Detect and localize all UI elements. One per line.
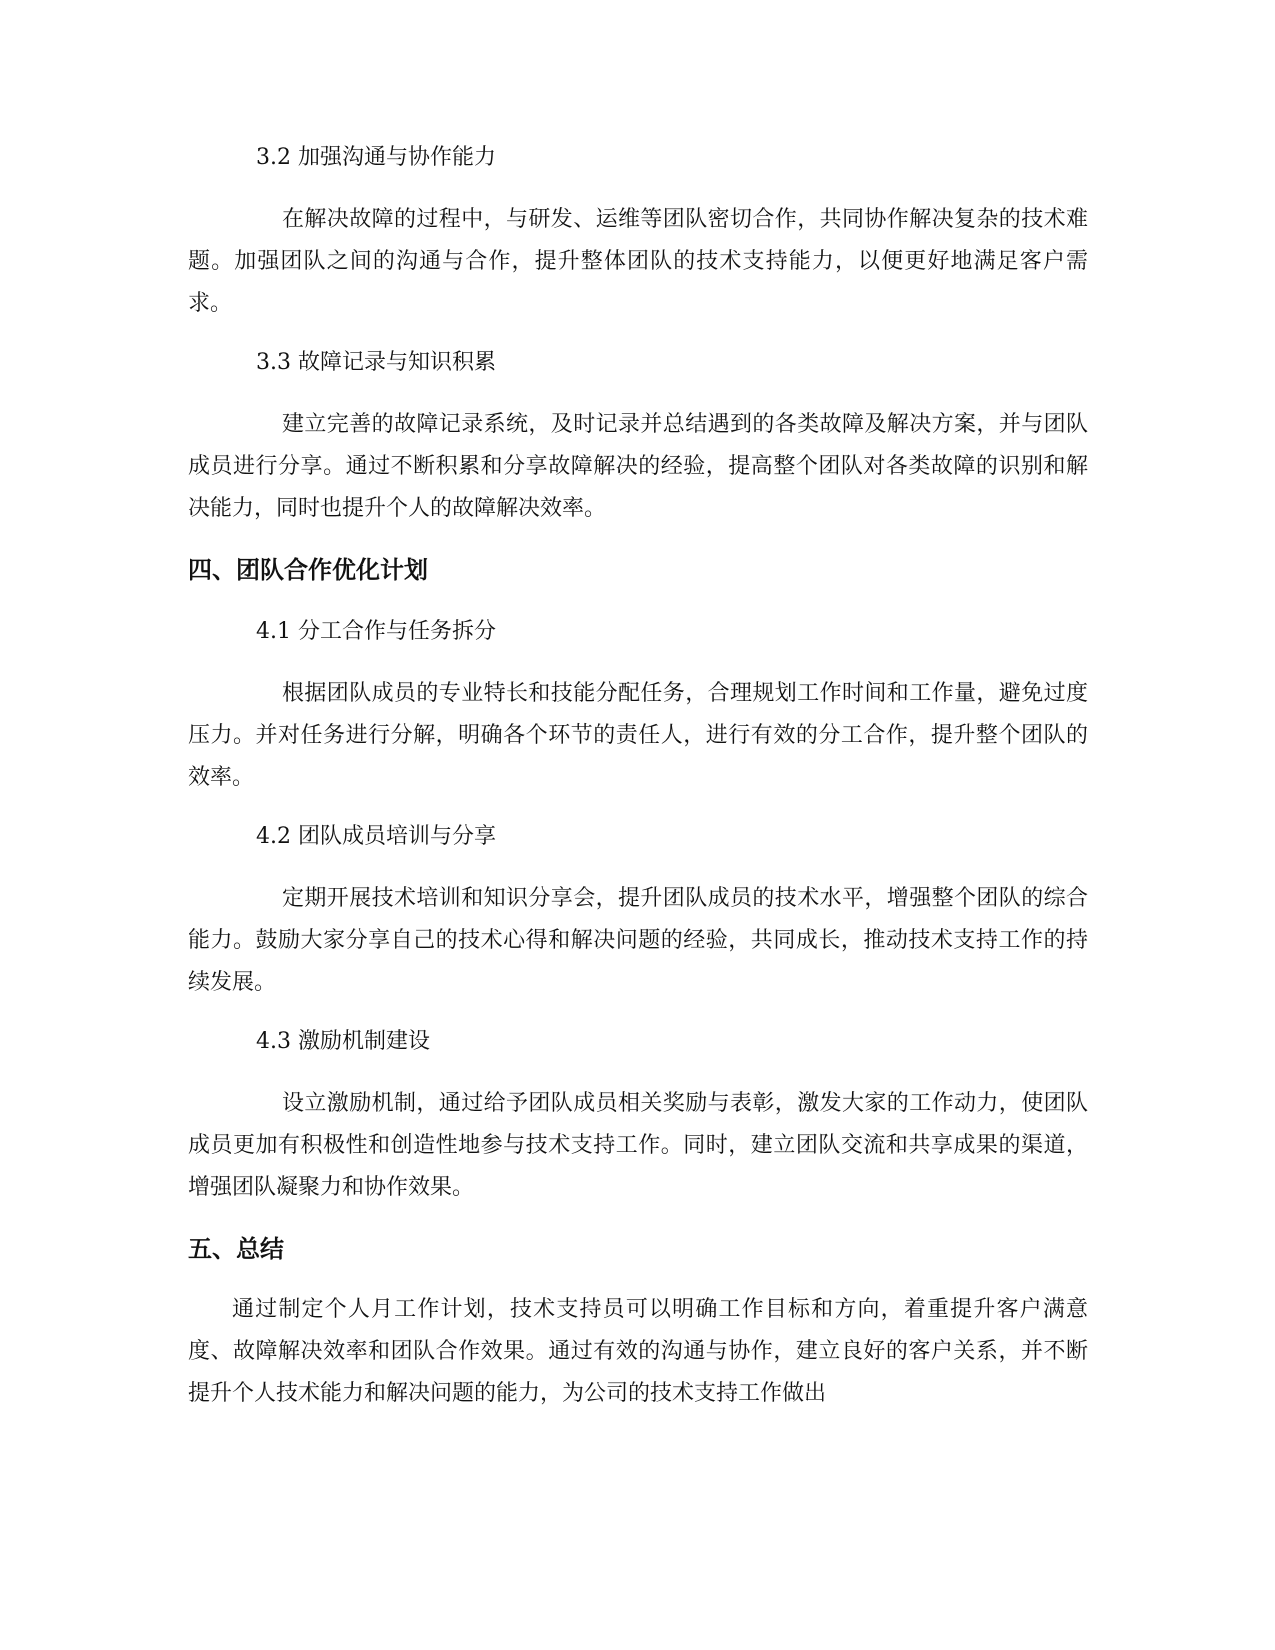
paragraph-3-3: 建立完善的故障记录系统，及时记录并总结遇到的各类故障及解决方案，并与团队成员进行分享。通过不断积累和分享故障解决的经验，提高整个团队对各类故障的识别和解决能力，同时也提升个人的故障解决效率。 — [188, 412, 1088, 521]
paragraph-3-2: 在解决故障的过程中，与研发、运维等团队密切合作，共同协作解决复杂的技术难题。加强团队之间的沟通与合作，提升整体团队的技术支持能力，以便更好地满足客户需求。 — [188, 207, 1088, 316]
paragraph-4-2: 定期开展技术培训和知识分享会，提升团队成员的技术水平，增强整个团队的综合能力。鼓励大家分享自己的技术心得和解决问题的经验，共同成长，推动技术支持工作的持续发展。 — [188, 886, 1088, 995]
subheading-4-2: 4.2 团队成员培训与分享 — [256, 824, 496, 849]
subheading-4-1: 4.1 分工合作与任务拆分 — [256, 619, 496, 644]
paragraph-summary: 通过制定个人月工作计划，技术支持员可以明确工作目标和方向，着重提升客户满意度、故障解决效率和团队合作效果。通过有效的沟通与协作，建立良好的客户关系，并不断提升个人技术能力和解决问题的能力，为公司的技术支持工作做出 — [188, 1297, 1088, 1406]
subheading-3-2: 3.2 加强沟通与协作能力 — [256, 145, 496, 170]
paragraph-4-1: 根据团队成员的专业特长和技能分配任务，合理规划工作时间和工作量，避免过度压力。并对任务进行分解，明确各个环节的责任人，进行有效的分工合作，提升整个团队的效率。 — [188, 681, 1088, 790]
section-heading-4: 四、团队合作优化计划 — [188, 556, 428, 584]
paragraph-4-3: 设立激励机制，通过给予团队成员相关奖励与表彰，激发大家的工作动力，使团队成员更加有积极性和创造性地参与技术支持工作。同时，建立团队交流和共享成果的渠道，增强团队凝聚力和协作效果。 — [188, 1091, 1088, 1200]
subheading-4-3: 4.3 激励机制建设 — [256, 1029, 430, 1054]
section-heading-5: 五、总结 — [188, 1235, 284, 1263]
subheading-3-3: 3.3 故障记录与知识积累 — [256, 350, 496, 375]
